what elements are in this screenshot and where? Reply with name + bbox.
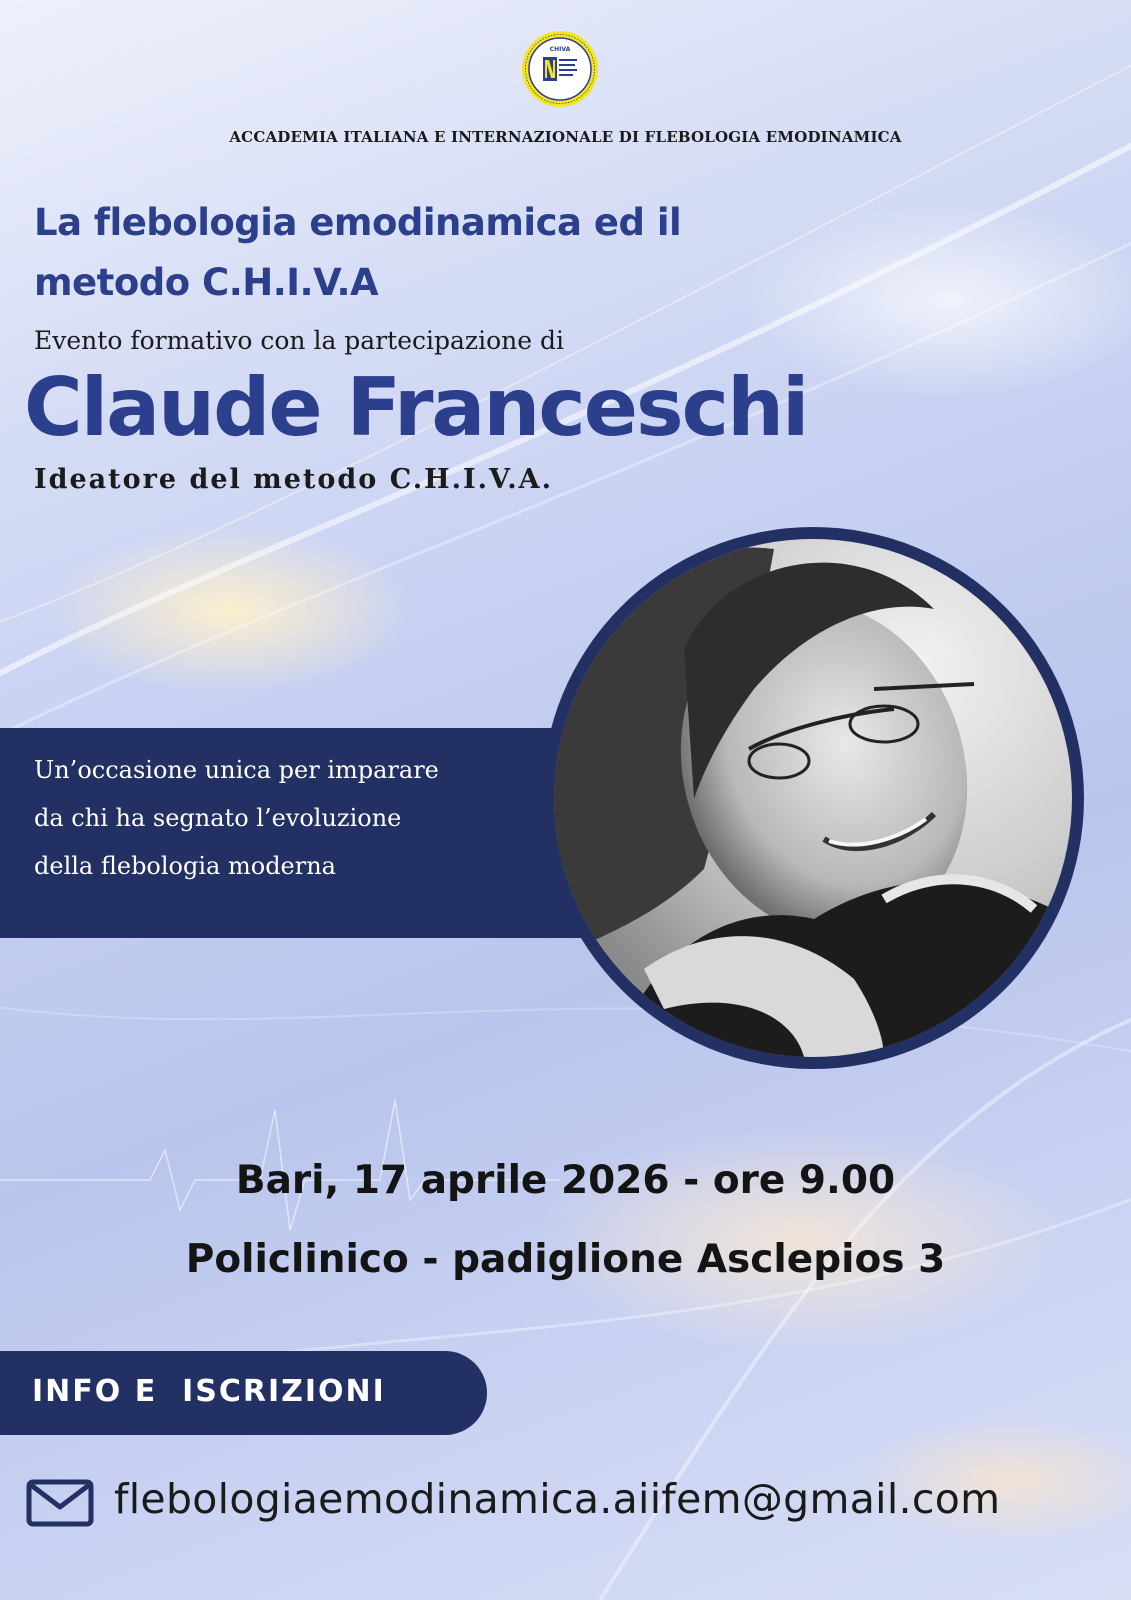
event-title-line1: La flebologia emodinamica ed il (34, 201, 682, 244)
academy-logo (521, 30, 599, 108)
svg-text:CHIVA: CHIVA (549, 46, 571, 53)
info-registration-button[interactable] (0, 1351, 487, 1435)
info-registration-label: INFO E ISCRIZIONI (32, 1374, 386, 1409)
speaker-role: Ideatore del metodo C.H.I.V.A. (34, 464, 554, 495)
quote-text (34, 746, 564, 890)
organization-name: ACCADEMIA ITALIANA E INTERNAZIONALE DI FLEBOLOGIA EMODINAMICA (229, 128, 902, 146)
speaker-name: Claude Franceschi (24, 361, 808, 454)
mail-icon (26, 1479, 94, 1527)
speaker-photo (554, 539, 1072, 1057)
event-subtitle: Evento formativo con la partecipazione di (34, 326, 564, 355)
quote-line3: della flebologia moderna (34, 852, 336, 880)
event-date: Bari, 17 aprile 2026 - ore 9.00 (235, 1158, 896, 1203)
quote-line2: da chi ha segnato l’evoluzione (34, 804, 402, 832)
event-title (34, 193, 794, 313)
event-title-line2: metodo C.H.I.V.A (34, 261, 379, 304)
contact-email-link[interactable]: flebologiaemodinamica.aiifem@gmail.com (114, 1475, 1001, 1523)
event-venue: Policlinico - padiglione Asclepios 3 (185, 1237, 946, 1282)
quote-line1: Un’occasione unica per imparare (34, 756, 439, 784)
